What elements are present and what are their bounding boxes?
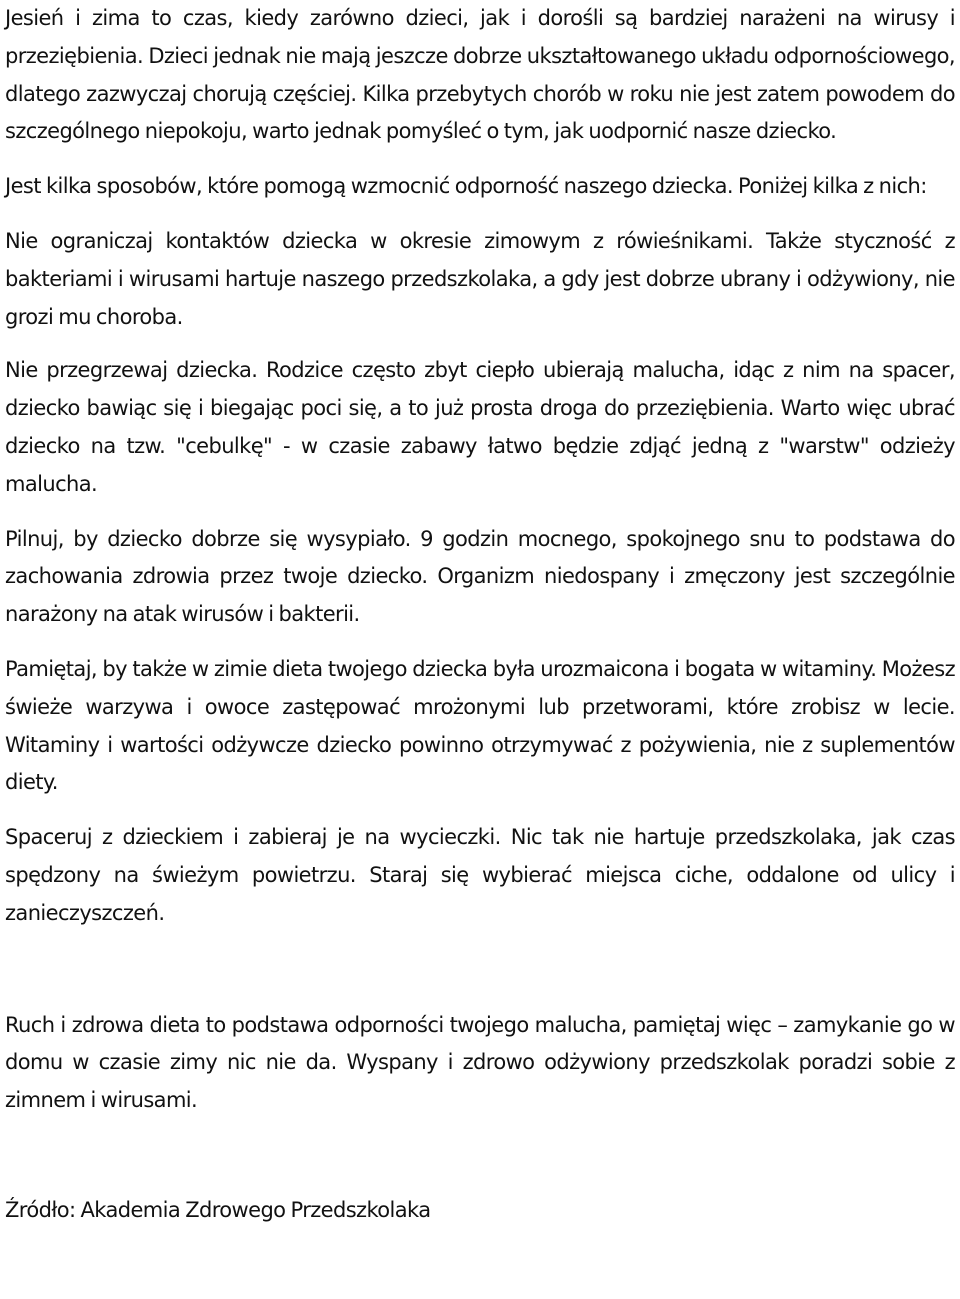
tip-walks-paragraph: Spaceruj z dzieckiem i zabieraj je na wycieczki. Nic tak nie hartuje przedszkolaka, jak czas spędzony na świeżym powietrzu. Staraj się wybierać miejsca ciche, oddalone od ulicy i zanieczyszczeń. — [5, 825, 955, 925]
conclusion-paragraph: Ruch i zdrowa dieta to podstawa odporności twojego malucha, pamiętaj więc – zamykanie go w domu w czasie zimy nic nie da. Wyspany i zdrowo odżywiony przedszkolak poradzi sobie z zimnem i wirusami. — [5, 1012, 955, 1113]
tip-diet-paragraph: Pamiętaj, by także w zimie dieta twojego dziecka była urozmaicona i bogata w witaminy. Możesz świeże warzywa i owoce zastępować mrożonymi lub przetworami, które zrobisz w lecie. Witaminy i wartości odżywcze dziecko powinno otrzymywać z pożywienia, nie z suplementów diety. — [5, 656, 955, 795]
tip-overheating-paragraph: Nie przegrzewaj dziecka. Rodzice często zbyt ciepło ubierają malucha, idąc z nim na spacer, dziecko bawiąc się i biegając poci się, a to już prosta droga do przeziębienia. Warto więc ubrać dziecko na tzw. "cebulkę" - w czasie zabawy łatwo będzie zdjąć jedną z "warstw" odzieży malucha. — [5, 358, 955, 496]
source-line: Źródło: Akademia Zdrowego Przedszkolaka — [5, 1197, 431, 1222]
document-page — [5, 0, 955, 1230]
methods-intro-paragraph: Jest kilka sposobów, które pomogą wzmocnić odporność naszego dziecka. Poniżej kilka z nich: — [5, 174, 927, 199]
tip-peer-contact-paragraph: Nie ograniczaj kontaktów dziecka w okresie zimowym z rówieśnikami. Także styczność z bakteriami i wirusami hartuje naszego przedszkolaka, a gdy jest dobrze ubrany i odżywiony, nie grozi mu choroba. — [5, 228, 955, 329]
intro-paragraph: Jesień i zima to czas, kiedy zarówno dzieci, jak i dorośli są bardziej narażeni na wirusy i przeziębienia. Dzieci jednak nie mają jeszcze dobrze ukształtowanego układu odpornościowego, dlatego zazwyczaj chorują częściej. Kilka przebytych chorób w roku nie jest zatem powodem do szczególnego niepokoju, warto jednak pomyśleć o tym, jak uodpornić nasze dziecko. — [5, 6, 955, 144]
tip-sleep-paragraph: Pilnuj, by dziecko dobrze się wysypiało. 9 godzin mocnego, spokojnego snu to podstawa do zachowania zdrowia przez twoje dziecko. Organizm niedospany i zmęczony jest szczególnie narażony na atak wirusów i bakterii. — [5, 526, 955, 627]
